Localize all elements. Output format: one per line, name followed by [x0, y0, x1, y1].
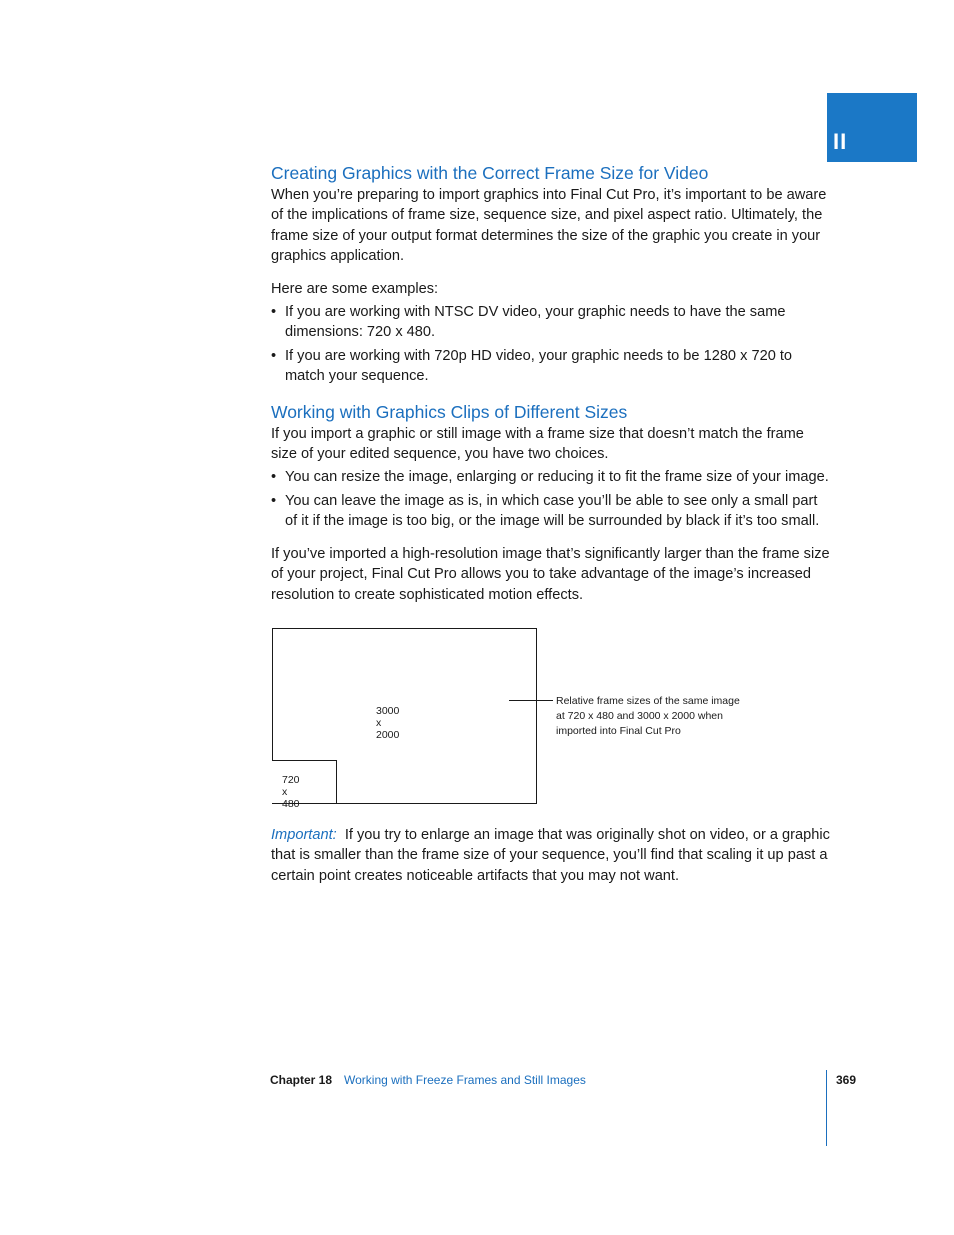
- list-item: [271, 467, 831, 487]
- callout-leader-line: [509, 700, 553, 701]
- part-tab: [827, 93, 917, 162]
- page-number: 369: [836, 1073, 857, 1087]
- list-item-text: If you are working with NTSC DV video, your graphic needs to have the same dimensions: 720 x 480.: [285, 304, 786, 341]
- section2-paragraph: If you import a graphic or still image with a frame size that doesn’t match the frame size of your edited sequence, you have two choices.: [271, 426, 804, 463]
- important-note: [271, 825, 831, 886]
- footer-chapter-title: Working with Freeze Frames and Still Images: [344, 1073, 586, 1087]
- footer-divider: [826, 1070, 827, 1146]
- bullet-icon: •: [271, 469, 277, 485]
- small-frame-label: 720 x 480: [282, 774, 300, 810]
- large-frame-label: 3000 x 2000: [376, 705, 400, 741]
- section1-intro: Here are some examples:: [271, 281, 439, 297]
- list-item: [271, 302, 831, 343]
- section1-paragraph: When you’re preparing to import graphics into Final Cut Pro, it’s important to be aware of the implications of frame size, sequence size, and pixel aspect ratio. Ultimately, the frame size of your output format determines the size of the graphic you create in your graphics application.: [271, 187, 827, 264]
- section-heading-different-sizes: Working with Graphics Clips of Different Sizes: [271, 402, 628, 422]
- important-label: Important:: [271, 827, 337, 843]
- bullet-icon: •: [271, 304, 277, 320]
- part-tab-label: II: [833, 129, 848, 154]
- important-text: If you try to enlarge an image that was originally shot on video, or a graphic that is smaller than the frame size of your sequence, you’ll find that scaling it up past a certain point creates noticeable artifacts that you may not want.: [271, 827, 830, 884]
- list-item: [271, 346, 831, 387]
- bullet-icon: •: [271, 493, 277, 509]
- section2-paragraph-2: If you’ve imported a high-resolution image that’s significantly larger than the frame size of your project, Final Cut Pro allows you to take advantage of the image’s increased resolution to create sophisticated motion effects.: [271, 546, 830, 603]
- list-item-text: If you are working with 720p HD video, your graphic needs to be 1280 x 720 to match your sequence.: [285, 348, 793, 385]
- section-heading-frame-size: Creating Graphics with the Correct Frame Size for Video: [271, 163, 709, 183]
- footer-chapter: Chapter 18: [270, 1073, 333, 1087]
- list-item: [271, 491, 831, 532]
- figure-callout: Relative frame sizes of the same image at 720 x 480 and 3000 x 2000 when imported into Final Cut Pro: [556, 695, 740, 737]
- bullet-icon: •: [271, 348, 277, 364]
- list-item-text: You can leave the image as is, in which case you’ll be able to see only a small part of it if the image is too big, or the image will be surrounded by black if it’s too small.: [285, 493, 820, 530]
- list-item-text: You can resize the image, enlarging or reducing it to fit the frame size of your image.: [285, 469, 829, 485]
